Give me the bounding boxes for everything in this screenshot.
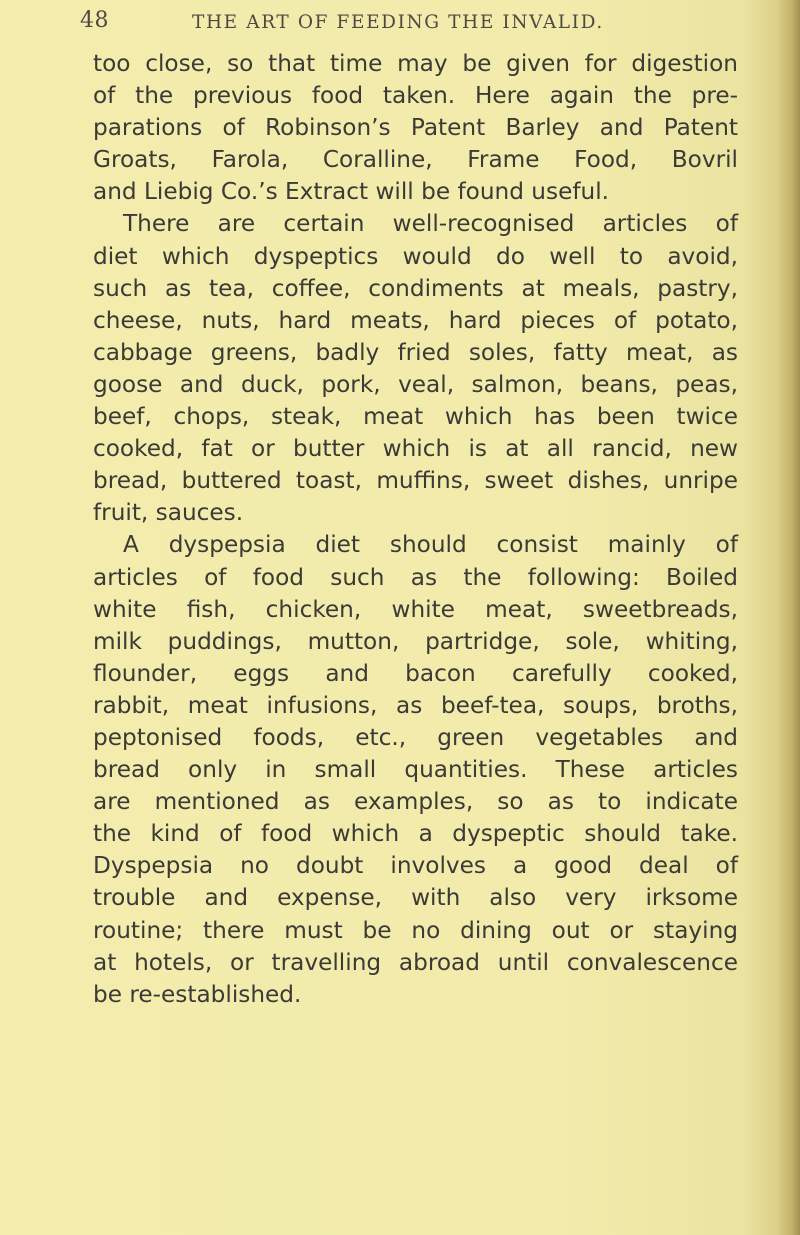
text-line: of the previous food taken. Here again the pre- bbox=[93, 82, 738, 110]
text-line: diet which dyspeptics would do well to avoid, bbox=[93, 242, 738, 270]
text-line: too close, so that time may be given for digestion bbox=[93, 50, 738, 77]
text-line: milk puddings, mutton, partridge, sole, whiting, bbox=[93, 627, 738, 655]
text-line: routine; there must be no dining out or staying bbox=[93, 916, 738, 944]
text-line: bread only in small quantities. These articles bbox=[93, 756, 738, 784]
text-line: flounder, eggs and bacon carefully cooked, bbox=[93, 659, 738, 687]
running-title: THE ART OF FEEDING THE INVALID. bbox=[192, 12, 604, 33]
text-line: be re-established. bbox=[93, 980, 302, 1008]
text-line: cooked, fat or butter which is at all rancid, new bbox=[93, 435, 738, 463]
text-line: are mentioned as examples, so as to indicate bbox=[93, 788, 738, 816]
text-line: articles of food such as the following: Boiled bbox=[93, 563, 738, 591]
text-line: the kind of food which a dyspeptic should take. bbox=[93, 820, 738, 848]
text-line: peptonised foods, etc., green vegetables and bbox=[93, 723, 738, 751]
text-line: Groats, Farola, Coralline, Frame Food, Bovril bbox=[93, 146, 738, 174]
paragraph-start-line: There are certain well-recognised articles of bbox=[123, 210, 738, 238]
running-head bbox=[80, 6, 740, 42]
text-line: goose and duck, pork, veal, salmon, beans, peas, bbox=[93, 370, 738, 398]
text-line: Dyspepsia no doubt involves a good deal of bbox=[93, 852, 738, 880]
text-line: cheese, nuts, hard meats, hard pieces of potato, bbox=[93, 306, 738, 334]
text-line: and Liebig Co.’s Extract will be found useful. bbox=[93, 178, 610, 206]
text-line: fruit, sauces. bbox=[93, 499, 244, 527]
text-line: trouble and expense, with also very irksome bbox=[93, 884, 738, 912]
paragraph-start-line: A dyspepsia diet should consist mainly of bbox=[123, 531, 738, 559]
page-number: 48 bbox=[80, 8, 109, 33]
page-edge-shadow bbox=[778, 0, 800, 1235]
text-line: such as tea, coffee, condiments at meals, pastry, bbox=[93, 274, 738, 302]
text-line: beef, chops, steak, meat which has been twice bbox=[93, 403, 738, 431]
text-line: white fish, chicken, white meat, sweetbreads, bbox=[93, 595, 738, 623]
text-line: parations of Robinson’s Patent Barley and Patent bbox=[93, 114, 738, 142]
body-text bbox=[93, 48, 738, 1011]
text-line: rabbit, meat infusions, as beef-tea, soups, broths, bbox=[93, 691, 738, 719]
text-line: cabbage greens, badly fried soles, fatty meat, as bbox=[93, 338, 738, 366]
text-line: at hotels, or travelling abroad until convalescence bbox=[93, 948, 738, 976]
text-line: bread, buttered toast, muffins, sweet dishes, unripe bbox=[93, 467, 738, 495]
